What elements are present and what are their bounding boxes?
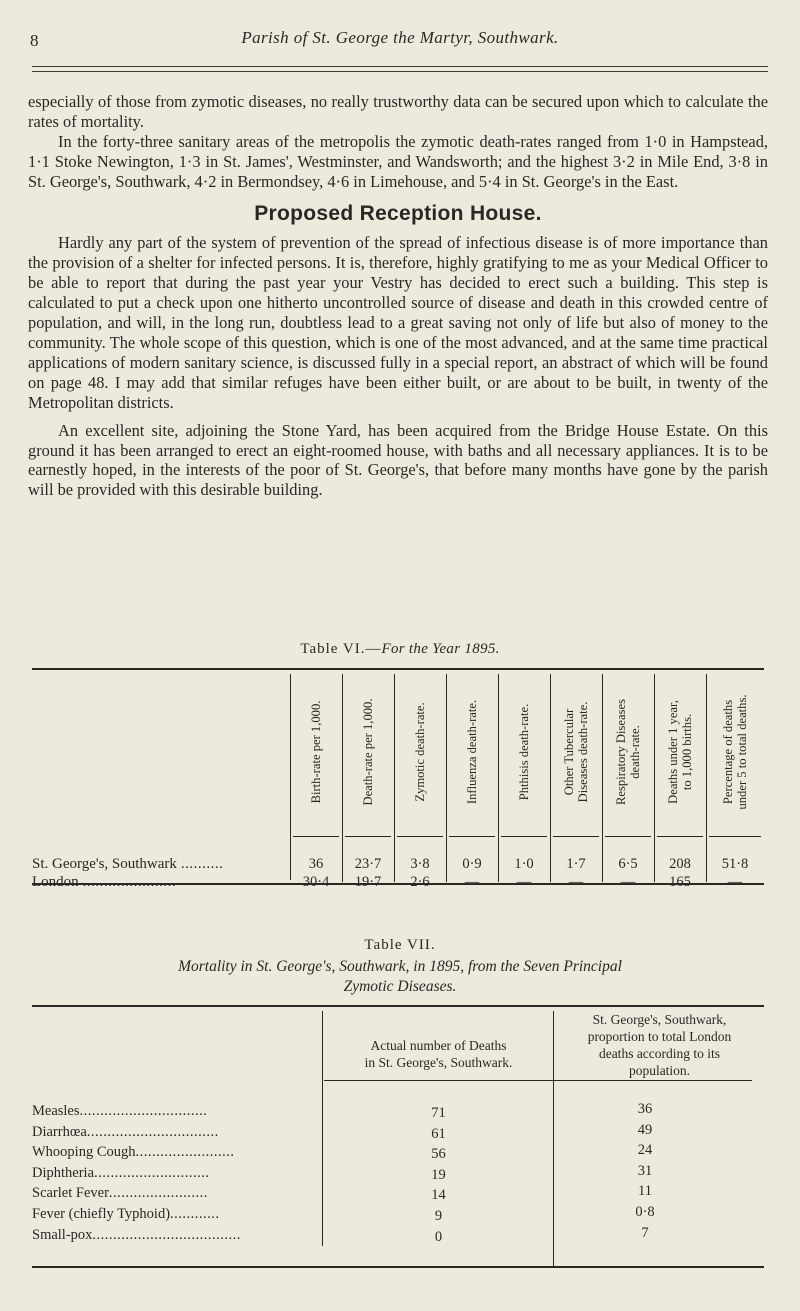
table6-column-header [562, 702, 590, 803]
table7-col1-header-line1: Actual number of Deaths [370, 1038, 507, 1053]
section-heading: Proposed Reception House. [254, 201, 542, 225]
table7-caption: Table VII. [364, 937, 436, 953]
table6-header-rule [501, 836, 547, 837]
table7-header-rule [324, 1080, 752, 1081]
running-title: Parish of St. George the Martyr, Southwark. [241, 28, 559, 47]
table7-proportion: 36 [637, 1101, 653, 1117]
table6-col-divider [342, 674, 343, 882]
table6-cell: — [464, 874, 480, 890]
table6-column-header-line: Deaths under 1 year, [666, 700, 680, 804]
table6-row-label [32, 874, 176, 891]
table7-proportion: 49 [637, 1121, 653, 1138]
table6-column-header-line: Phthisis death-rate. [517, 703, 531, 801]
table7-actual-deaths: 71 [431, 1105, 446, 1121]
table6-cell: — [568, 874, 584, 890]
table6-col-divider [602, 674, 603, 882]
table7-disease-name: Fever (chiefly Typhoid) [32, 1206, 171, 1222]
table6-caption [0, 641, 800, 658]
table7-row-label [32, 1206, 220, 1223]
table7-actual-deaths: 61 [431, 1125, 446, 1142]
table7-row-label [32, 1185, 208, 1202]
table6-caption-italic: For the Year 1895. [381, 641, 500, 657]
page-number: 8 [30, 31, 39, 50]
table6-cell: — [620, 874, 636, 890]
table6-cell: 0·9 [462, 856, 482, 872]
table6-row-name: London [32, 874, 79, 890]
table6-row-label [32, 856, 223, 873]
table6-header-rule [397, 836, 443, 837]
table6-caption-prefix: Table VI.— [300, 641, 382, 657]
table7-col1-header-line2: in St. George's, Southwark. [364, 1055, 513, 1070]
table6-column-header-line: Zymotic death-rate. [413, 702, 427, 802]
table6-column-header-line: Percentage of deaths [721, 699, 735, 805]
header-rule [32, 66, 768, 67]
table7-row-leader: ........................ [108, 1185, 208, 1202]
table6-column-header-line: Respiratory Diseases [614, 699, 628, 805]
table6-column-header [666, 700, 694, 804]
table7-row-leader: ............................ [94, 1164, 210, 1181]
table6-cell: 3·8 [410, 856, 430, 872]
table7-row-label [32, 1165, 210, 1182]
table7-row-leader: ................................ [86, 1123, 219, 1140]
page-header [0, 28, 800, 58]
table7-disease-name: Diarrhœa [32, 1123, 87, 1140]
table7-row-label [32, 1227, 241, 1244]
table7-row-leader: ........................ [135, 1144, 235, 1161]
table7-proportion: 7 [641, 1224, 649, 1241]
table6-cell: — [516, 874, 532, 890]
table6-cell: 36 [308, 856, 324, 872]
table7-row-label [32, 1124, 219, 1141]
table6-cell: 51·8 [721, 856, 749, 872]
table6-top-rule [32, 668, 764, 670]
table7-row-label [32, 1144, 235, 1161]
table7-disease-name: Diphtheria [32, 1164, 95, 1181]
table6-cell: — [727, 874, 743, 890]
table6-header-rule [345, 836, 391, 837]
table7-proportion: 11 [638, 1183, 652, 1200]
table6-cell: 165 [669, 874, 691, 890]
table6-column-header-line: Diseases death-rate. [576, 701, 590, 803]
table6-cell: 2·6 [410, 874, 430, 890]
table6-header-rule [605, 836, 651, 837]
table6-column-header-line: Death-rate per 1,000. [361, 698, 375, 806]
table6-cell: 1·0 [514, 856, 534, 872]
table7-disease-name: Small-pox [32, 1226, 93, 1243]
table7-bottom-rule [32, 1266, 764, 1268]
table6-cell: 208 [669, 856, 691, 872]
table6-cell: 1·7 [566, 856, 586, 872]
table6-col-divider [498, 674, 499, 882]
table6-header-rule [553, 836, 599, 837]
table6-col-divider [290, 674, 291, 880]
table6-cell: 23·7 [354, 856, 382, 872]
table7-col2-header-line4: population. [628, 1063, 691, 1078]
table7-col2-header [555, 1011, 764, 1079]
table6-col-divider [550, 674, 551, 882]
table7-proportion: 31 [637, 1162, 653, 1179]
table7-row-leader: ............................... [79, 1103, 208, 1119]
table6-col-divider [654, 674, 655, 882]
table6-column-header-line: Birth-rate per 1,000. [309, 700, 323, 804]
table6-col-divider [446, 674, 447, 882]
table6-row-leader: .......... [180, 856, 224, 872]
table6-header-rule [293, 836, 339, 837]
table7-disease-name: Scarlet Fever [32, 1185, 109, 1202]
table7-col2-header-line1: St. George's, Southwark, [592, 1012, 727, 1027]
table6-header-rule [449, 836, 495, 837]
table7 [32, 1005, 764, 1269]
table6-header-rule [709, 836, 761, 837]
table7-proportion: 0·8 [635, 1204, 655, 1220]
table7-disease-name: Measles [32, 1103, 80, 1119]
paragraph-zymotic-rates: In the forty-three sanitary areas of the metropolis the zymotic death-rates ranged from 1·0 in Hampstead, 1·1 Stoke Newington, 1·3 in St. James', Westminster, and Wandsworth; and the highest 3·2 in Mile End, 3·8 in St. George's, Southwark, 4·2 in Bermondsey, 4·6 in Limehouse, and 5·4 in St. George's in the East. [28, 131, 768, 191]
table6-cell: 30·4 [302, 874, 330, 890]
table6-column-header [614, 699, 642, 805]
paragraph-reception-house: Hardly any part of the system of prevention of the spread of infectious disease is of more importance than the provision of a shelter for infected persons. It is, therefore, highly gratifying to me as your Medical Officer to be able to report that during the past year your Vestry has decided to erect such a building. This step is calculated to put a check upon one hitherto uncontrolled source of disease and death in this crowded centre of population, and will, in the long run, doubtless lead to a great saving not only of life but also of money to the community. The whole scope of this question, which is one of the most advanced, and at the same time practical applications of modern sanitary science, is discussed fully in a special report, an abstract of which will be found on page 48. I may add that similar refuges have been either built, or are about to be built, in twenty of the Metropolitan districts. [28, 233, 768, 412]
table7-actual-deaths: 9 [434, 1208, 443, 1224]
table7-row-leader: ............ [170, 1206, 220, 1222]
paragraph-continuation: especially of those from zymotic diseases, no really trustworthy data can be secured upon which to calculate the rates of mortality. [28, 92, 768, 131]
table7-row-leader: .................................... [92, 1226, 241, 1243]
table6-column-header [517, 704, 531, 801]
table7-subtitle-line2: Zymotic Diseases. [343, 978, 457, 995]
table7-actual-deaths: 19 [431, 1166, 446, 1183]
table7-col2-header-line2: proportion to total London [587, 1029, 732, 1044]
paragraph-site: An excellent site, adjoining the Stone Yard, has been acquired from the Bridge House Estate. On this ground it has been arranged to erect an eight-roomed house, with baths and all necessary appliances. It is to be earnestly hoped, in the interests of the poor of St. George's, that before many months have gone by the parish will be provided with this desirable building. [28, 420, 768, 500]
table7-top-rule [32, 1005, 764, 1007]
table7-actual-deaths: 14 [431, 1187, 446, 1204]
table7-actual-deaths: 56 [431, 1146, 446, 1163]
table7-row-label [32, 1103, 207, 1120]
table6-col-divider [394, 674, 395, 882]
table6-column-header-line: death-rate. [628, 725, 642, 779]
table7-col1-header [324, 1037, 553, 1071]
table6-cell: 6·5 [618, 856, 638, 872]
table6-header-rule [657, 836, 703, 837]
table6-column-header [361, 699, 375, 806]
table6-row-leader: ...................... [82, 874, 177, 890]
table6-column-header-line: to 1,000 births. [680, 713, 694, 791]
table6-column-header [413, 702, 427, 801]
body-text [28, 92, 768, 500]
header-rule-secondary [32, 71, 768, 72]
table7-proportion: 24 [637, 1142, 653, 1159]
table7-col2-header-line3: deaths according to its [598, 1046, 721, 1061]
table6-column-header [721, 694, 749, 809]
table7-col-divider-2 [553, 1011, 554, 1266]
table6-column-header [465, 700, 479, 804]
table7-disease-name: Whooping Cough [32, 1144, 136, 1161]
table7-actual-deaths: 0 [434, 1228, 443, 1245]
table6-column-header [309, 701, 323, 804]
table6 [32, 668, 764, 890]
table6-cell: 19·7 [354, 874, 382, 890]
table6-column-header-line: Influenza death-rate. [465, 699, 479, 805]
table6-row-name: St. George's, Southwark [32, 856, 177, 872]
table6-column-header-line: under 5 to total deaths. [735, 694, 749, 810]
table6-col-divider [706, 674, 707, 882]
paragraph-gap [28, 413, 768, 421]
table7-subtitle-line1: Mortality in St. George's, Southwark, in 1895, from the Seven Principal [178, 958, 622, 975]
table7-col-divider-1 [322, 1011, 323, 1246]
table6-column-header-line: Other Tubercular [562, 708, 576, 796]
